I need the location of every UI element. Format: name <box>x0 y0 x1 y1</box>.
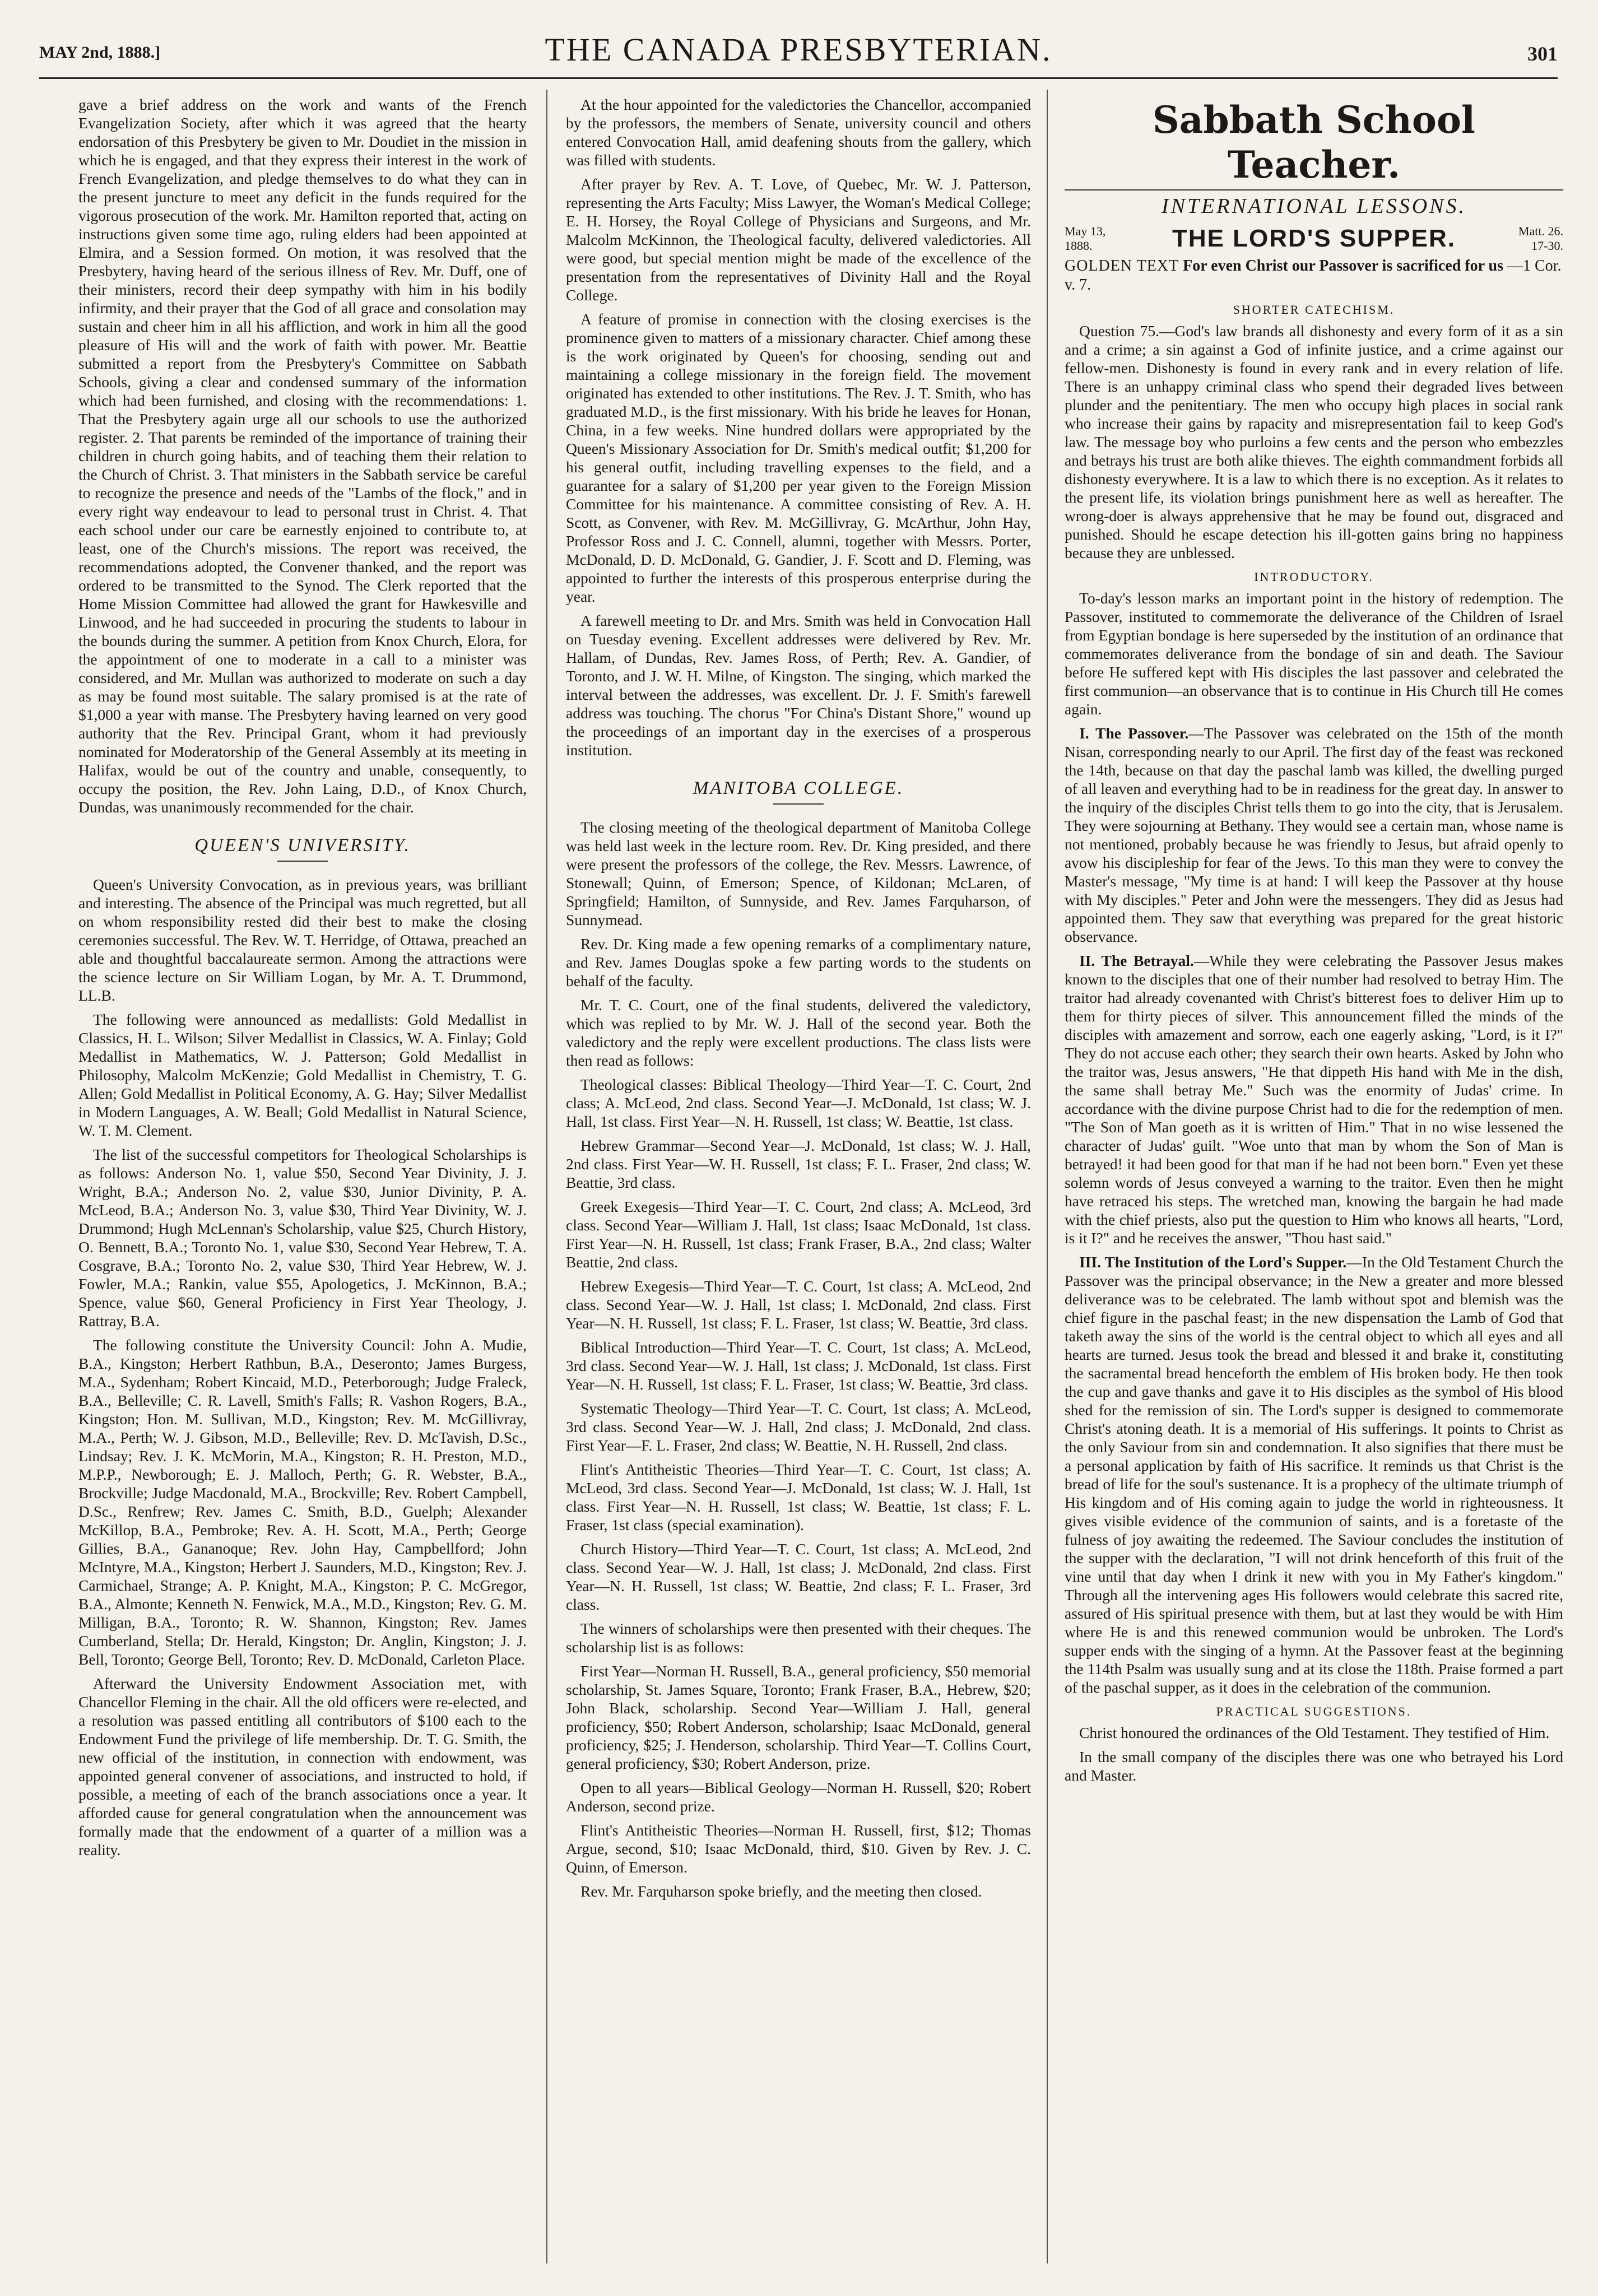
golden-text-label: GOLDEN TEXT <box>1065 257 1179 275</box>
paragraph: Queen's University Convocation, as in previous years, was brilliant and interesting. The absence of the Principal was much regretted, but all on whom responsibility rested did their best to make the closing ceremonies successful. The Rev. W. T. Herridge, of Ottawa, preached an able and thoughtful baccalaureate sermon. Among the attractions were the science lecture on Sir William Logan, by Mr. A. T. Drummond, LL.B. <box>78 876 527 1004</box>
paragraph <box>1065 724 1563 946</box>
lesson-date: May 13, 1888. <box>1065 224 1106 253</box>
paragraph: Church History—Third Year—T. C. Court, 1st class; A. McLeod, 2nd class. Second Year—W. J. Hall, 1st class; J. McDonald, 2nd class. First Year—N. H. Russell, 1st class; W. Beattie, 2nd class; F. L. Fraser, 3rd class. <box>566 1540 1031 1613</box>
column-1 <box>78 95 527 2269</box>
paragraph: Open to all years—Biblical Geology—Norman H. Russell, $20; Robert Anderson, second prize. <box>566 1779 1031 1815</box>
paragraph: Rev. Mr. Farquharson spoke briefly, and the meeting then closed. <box>580 1883 982 1900</box>
paragraph: Question 75.—God's law brands all dishonesty and every form of it as a sin and a crime; a sin against a God of infinite justice, and a crime against our fellow-men. Dishonesty is found in every rank and in every relation of life. There is an unhappy criminal class who spend their degraded lives between plunder and the penitentiary. The men who occupy high places in social rank who increase their gains by rapacity and misrepresentation fail to keep God's law. The message boy who purloins a few cents and the person who embezzles and betrays his trust are both alike thieves. The eighth commandment forbids all dishonesty everywhere. It is a law to which there is no exception. As it relates to the present life, its violation brings punishment here as well as hereafter. The wrong-doer is always apprehensive that he may be found out, disgraced and punished. Should he escape detection his ill-gotten gains bring no happiness because they are unblessed. <box>1065 322 1563 561</box>
paragraph: Hebrew Grammar—Second Year—J. McDonald, 1st class; W. J. Hall, 2nd class. First Year—W. H. Russell, 1st class; F. L. Fraser, 2nd class; W. Beattie, 3rd class. <box>566 1137 1031 1191</box>
paragraph: gave a brief address on the work and wants of the French Evangelization Society, after which it was agreed that the hearty endorsation of this Presbytery be given to Mr. Doudiet in the mission in which he is engaged, and that they express their interest in the work of French Evangelization, and pledge themselves to do what they can in the present juncture to meet any deficit in the funds required for the vigorous prosecution of the work. Mr. Hamilton reported that, acting on instructions given some time ago, ruling elders had been appointed at Elmira, and a Session formed. On motion, it was resolved that the Presbytery, having heard of the serious illness of Rev. Mr. Duff, one of their ministers, record their deep sympathy with him in his bodily infirmity, and their prayer that the God of all grace and consolation may sustain and cheer him in all his affliction, and work in him all the good pleasure of His will and the work of faith with power. Mr. Beattie submitted a report from the Presbytery's Committee on Sabbath Schools, giving a clear and condensed summary of the information which had been furnished, and closing with the recommendations: 1. That the Presbytery again urge all our schools to use the authorized register. 2. That parents be reminded of the importance of training their children in church going habits, and of teaching them their relation to the Church of Christ. 3. That ministers in the Sabbath service be careful to recognize the presence and needs of the "Lambs of the flock," and in every right way endeavour to lead to personal trust in Christ. 4. That each school under our care be earnestly enjoined to contribute to, at least, one of the Church's missions. The report was received, the recommendations adopted, the Convener thanked, and the report was ordered to be transmitted to the Synod. The Clerk reported that the Home Mission Committee had allowed the grant for Hawkesville and Linwood, and he had succeeded in procuring the students to labour in the bounds during the summer. A petition from Knox Church, Elora, for the appointment of one to moderate in a call to a minister was considered, and Mr. Mullan was authorized to moderate on such a day as may be found most suitable. The salary promised is at the rate of $1,000 a year with manse. The Presbytery having learned on very good authority that the Rev. Principal Grant, whom it had previously nominated for Moderatorship of the General Assembly at its meeting in Halifax, would be out of the country and unable, consequently, to occupy the position, the Rev. John Laing, D.D., of Knox Church, Dundas, was unanimously recommended for the chair. <box>78 96 527 816</box>
paragraph: Systematic Theology—Third Year—T. C. Court, 1st class; A. McLeod, 3rd class. Second Year—W. J. Hall, 2nd class; J. McDonald, 2nd class. First Year—F. L. Fraser, 2nd class; W. Beattie, N. H. Russell, 2nd class. <box>566 1400 1031 1454</box>
point-text: —In the Old Testament Church the Passover was the principal observance; in the New a greater and more blessed deliverance was to be celebrated. The lamb without spot and blemish was the chief figure in the paschal feast; in the new dispensation the Lamb of God that taketh away the sins of the world is the central object to which all eyes and all hearts are turned. Jesus took the bread and blessed it and brake it, constituting the sacramental bread henceforth the emblem of His broken body. He then took the cup and gave thanks and gave it to His disciples as the symbol of His blood shed for the remission of sin. The Lord's supper is designed to commemorate Christ's atoning death. It is a memorial of His sufferings. It points to Christ as the only Saviour from sin and condemnation. It also signifies that there must be a personal application by faith of His sacrifice. It reminds us that Christ is the bread of life for the soul's sustenance. It is a prophecy of the ultimate triumph of His kingdom and of His coming again to judge the world in righteousness. It gives visible evidence of the communion of saints, and is a foretaste of the fulness of joy awaiting the redeemed. The Saviour concludes the institution of the supper with the declaration, "I will not drink henceforth of this fruit of the vine until that day when I drink it new with you in My Father's kingdom." Through all the intervening ages His followers would celebrate this sacred rite, assured of His spiritual presence with them, but at last they would be with Him where He is and this renewed communion would be unbroken. The Lord's supper ends with the singing of a hymn. At the Passover feast at the beginning the 114th Psalm was usually sung and at its close the 118th. Praise formed a part of the paschal supper, as it does in the celebration of the communion. <box>1065 1253 1563 1696</box>
paragraph: Flint's Antitheistic Theories—Norman H. Russell, first, $12; Thomas Argue, second, $10; Isaac McDonald, third, $10. Given by Rev. J. C. Quinn, of Emerson. <box>566 1821 1031 1876</box>
paragraph: The closing meeting of the theological department of Manitoba College was held last week in the lecture room. Rev. Dr. King presided, and there were present the professors of the college, the Rev. Messrs. Lawrence, of Stonewall; Quinn, of Emerson; Spence, of Kildonan; McLaren, of Springfield; Hamilton, of Sunnyside, and Rev. James Farquharson, of Sunnymead. <box>566 819 1031 928</box>
paragraph: Hebrew Exegesis—Third Year—T. C. Court, 1st class; A. McLeod, 2nd class. Second Year—W. J. Hall, 1st class; I. McDonald, 2nd class. First Year—N. H. Russell, 1st class; F. L. Fraser, 1st class; W. Beattie, 3rd class. <box>566 1277 1031 1332</box>
masthead-rule <box>1065 189 1563 190</box>
paragraph <box>1065 1253 1563 1697</box>
point-heading: II. The Betrayal. <box>1079 952 1194 969</box>
paragraph: Greek Exegesis—Third Year—T. C. Court, 2nd class; A. McLeod, 3rd class. Second Year—William J. Hall, 1st class; Isaac McDonald, 1st class. First Year—N. H. Russell, 1st class; Frank Fraser, B.A., 2nd class; Walter Beattie, 2nd class. <box>566 1198 1031 1271</box>
point-heading: III. The Institution of the Lord's Supper. <box>1079 1253 1347 1271</box>
point-text: —While they were celebrating the Passover Jesus makes known to the disciples that one of their number had resolved to betray Him. The traitor had already covenanted with Christ's bitterest foes to deliver Him up to them for thirty pieces of silver. This announcement filled the minds of the disciples with amazement and sorrow, each one eagerly asking, "Lord, is it I?" They do not accuse each other; they search their own hearts. Asked by John who the traitor was, Jesus answers, "He that dippeth His hand with Me in the dish, the same shall betray Me." Such was the enormity of Judas' crime. In accordance with the divine purpose Christ had to die for the redemption of men. "The Son of Man goeth as it is written of Him." That in no wise lessened the character of Judas' guilt. "Woe unto that man by whom the Son of Man is betrayed! it had been good for that man if he had not been born." Even yet these solemn words of Jesus conveyed a warning to the traitor. Even then he might have retraced his steps. The wretched man, knowing the bargain he had made with the chief priests, also put the question to Him who knows all hearts, "Lord, is it I?" and he receives the answer, "Thou hast said." <box>1065 952 1563 1247</box>
page-header <box>39 31 1558 76</box>
golden-text-verse: For even Christ our Passover is sacrificed for us <box>1183 257 1503 275</box>
introductory-heading: INTRODUCTORY. <box>1254 570 1374 584</box>
catechism-heading: SHORTER CATECHISM. <box>1233 303 1395 317</box>
point-text: —The Passover was celebrated on the 15th of the month Nisan, corresponding nearly to our April. The first day of the feast was reckoned the 14th, because on that day the paschal lamb was killed, the dwelling purged of all leaven and everything had to be in readiness for the great day. In answer to the inquiry of the disciples Christ tells them to go into the city, that is Jerusalem. They were sojourning at Bethany. They would see a certain man, whose name is not mentioned, probably because he was friendly to Jesus, but afraid openly to avow his discipleship for fear of the Jews. To this man they were to convey the Master's message, "My time is at hand: I will keep the Passover at thy house with My disciples." Peter and John were the messengers. They did as Jesus had appointed them. They saw that everything was prepared for the great historic observance. <box>1065 724 1563 945</box>
paragraph: A feature of promise in connection with the closing exercises is the prominence given to matters of a missionary character. Chief among these is the work originated by Queen's for choosing, sending out and maintaining a college missionary in the foreign field. The movement originated has extended to other institutions. The Rev. J. T. Smith, who has graduated M.D., is the first missionary. With his bride he leaves for Honan, China, in a few weeks. Nine hundred dollars were appropriated by the Queen's Missionary Association for Dr. Smith's medical outfit; $1,200 for his general outfit, including travelling expenses to the field, and a guarantee for a salary of $1,200 per year given to the Foreign Mission Committee for his maintenance. A committee consisting of Rev. A. H. Scott, as Convener, with Rev. M. McGillivray, G. McArthur, John Hay, Professor Ross and J. C. Connell, alumni, together with Messrs. Porter, McDonald, D. D. McDonald, G. Gandier, J. F. Scott and D. Fleming, was appointed to further the interests of this prosperous enterprise during the year. <box>566 310 1031 605</box>
paragraph <box>1065 951 1563 1247</box>
paragraph: Flint's Antitheistic Theories—Third Year—T. C. Court, 1st class; A. McLeod, 3rd class. Second Year—J. McDonald, 1st class; W. J. Hall, 1st class. First Year—N. H. Russell, 1st class; W. Beattie, 1st class; F. L. Fraser, 1st class (special examination). <box>566 1461 1031 1533</box>
column-3 <box>1065 95 1563 2269</box>
paragraph: Afterward the University Endowment Association met, with Chancellor Fleming in the chair. All the old officers were re-elected, and a resolution was passed entitling all contributors of $100 each to the Endowment Fund the privilege of life membership. Dr. T. G. Smith, the new official of the institution, in connection with endowment, was appointed general convener of associations, and instructed to hold, if possible, a meeting of each of the branch associations once a year. It afforded cause for general congratulation when the announcement was formally made that the endowment of a quarter of a million was a reality. <box>78 1675 527 1858</box>
lesson-title-row <box>1065 224 1563 253</box>
header-rule <box>39 77 1558 79</box>
column-divider <box>546 90 547 2264</box>
page-number: 301 <box>1527 43 1558 65</box>
section-rule <box>773 803 824 805</box>
paragraph: A farewell meeting to Dr. and Mrs. Smith was held in Convocation Hall on Tuesday evening. Excellent addresses were delivered by Rev. Mr. Hallam, of Dundas, Rev. James Ross, of Perth; Rev. A. Gandier, of Toronto, and J. W. H. Milne, of Kingston. The singing, which marked the interval between the addresses, was excellent. Dr. J. F. Smith's farewell address was touching. The chorus "For China's Distant Shore," wound up the proceedings of an important day in the exercises of a prosperous institution. <box>566 612 1031 759</box>
section-title-queens: QUEEN'S UNIVERSITY. <box>194 835 411 856</box>
paragraph: At the hour appointed for the valedictories the Chancellor, accompanied by the professors, the members of Senate, university council and others entered Convocation Hall, amid deafening shouts from the gallery, which was filled with students. <box>566 96 1031 169</box>
paragraph: The list of the successful competitors for Theological Scholarships is as follows: Anderson No. 1, value $50, Second Year Divinity, J. J. Wright, B.A.; Anderson No. 2, value $30, Junior Divinity, P. A. McLeod, B.A.; Anderson No. 3, value $30, Third Year Divinity, W. J. Drummond; Hugh McLennan's Scholarship, value $25, Church History, O. Bennett, B.A.; Toronto No. 1, value $30, Second Year Hebrew, T. A. Cosgrave, B.A.; Toronto No. 2, value $30, Third Year Hebrew, W. J. Fowler, M.A.; Rankin, value $55, Apologetics, J. McKinnon, B.A.; Spence, value $60, General Proficiency in First Year Theology, J. Rattray, B.A. <box>78 1146 527 1330</box>
paragraph: Biblical Introduction—Third Year—T. C. Court, 1st class; A. McLeod, 3rd class. Second Year—W. J. Hall, 1st class; J. McDonald, 1st class. First Year—N. H. Russell, 1st class; F. L. Fraser, 1st class; W. Beattie, 3rd class. <box>566 1338 1031 1393</box>
paragraph: Rev. Dr. King made a few opening remarks of a complimentary nature, and Rev. James Douglas spoke a few parting words to the students on behalf of the faculty. <box>566 935 1031 989</box>
column-divider <box>1047 90 1048 2264</box>
point-heading: I. The Passover. <box>1079 724 1189 742</box>
paragraph: The winners of scholarships were then presented with their cheques. The scholarship list is as follows: <box>566 1620 1031 1656</box>
golden-text <box>1065 257 1563 295</box>
section-title-manitoba: MANITOBA COLLEGE. <box>693 778 904 798</box>
newspaper-title: THE CANADA PRESBYTERIAN. <box>545 31 1052 68</box>
paragraph: Theological classes: Biblical Theology—Third Year—T. C. Court, 2nd class; A. McLeod, 2nd class. Second Year—J. McDonald, 1st class; W. J. Hall, 1st class. First Year—N. H. Russell, 1st class; W. Beattie, 1st class. <box>566 1076 1031 1130</box>
paragraph: Christ honoured the ordinances of the Old Testament. They testified of Him. <box>1079 1724 1550 1741</box>
paragraph: In the small company of the disciples there was one who betrayed his Lord and Master. <box>1065 1748 1563 1784</box>
paragraph: The following were announced as medallists: Gold Medallist in Classics, H. L. Wilson; Silver Medallist in Classics, W. A. Finlay; Gold Medallist in Mathematics, W. J. Patterson; Gold Medallist in Philosophy, Malcolm McKenzie; Gold Medallist in Chemistry, T. G. Allen; Gold Medallist in Political Economy, A. G. Hay; Silver Medallist in Modern Languages, A. W. Beall; Gold Medallist in Natural Science, W. T. M. Clement. <box>78 1011 527 1139</box>
practical-heading: PRACTICAL SUGGESTIONS. <box>1216 1704 1412 1718</box>
lesson-title: THE LORD'S SUPPER. <box>1172 225 1456 252</box>
lessons-subheading: INTERNATIONAL LESSONS. <box>1161 194 1467 218</box>
paragraph: The following constitute the University Council: John A. Mudie, B.A., Kingston; Herbert Rathbun, B.A., Deseronto; James Burgess, M.A., Sydenham; Robert Kincaid, M.D., Peterborough; Judge Fraleck, B.A., Belleville; C. R. Lavell, Smith's Falls; R. Vashon Rogers, B.A., Kingston; Hon. M. Sullivan, M.D., Kingston; Rev. M. McGillivray, M.A., Perth; W. J. Gibson, M.D., Belleville; Rev. D. McTavish, D.Sc., Lindsay; Rev. J. K. McMorin, M.A., Kingston; R. H. Preston, M.D., M.P.P., Newborough; E. J. Malloch, Perth; G. R. Webster, B.A., Brockville; Judge Macdonald, M.A., Brockville; Rev. Robert Campbell, D.Sc., Renfrew; Rev. James C. Smith, B.D., Guelph; Alexander McKillop, B.A., Pembroke; Rev. A. H. Scott, M.A., Perth; George Gillies, B.A., Gananoque; Rev. John Hay, Campbellford; John McIntyre, M.A., Kingston; Herbert J. Saunders, M.D., Kingston; Rev. J. Carmichael, Strange; A. P. Knight, M.A., Kingston; P. C. McGregor, B.A., Almonte; Kenneth N. Fenwick, M.A., M.D., Kingston; Rev. G. M. Milligan, B.A., Toronto; R. W. Shannon, Kingston; Rev. James Cumberland, Stella; Dr. Herald, Kingston; Dr. Anglin, Kingston; J. J. Bell, Toronto; George Bell, Toronto; Rev. D. McDonald, Carleton Place. <box>78 1336 527 1668</box>
paragraph: To-day's lesson marks an important point in the history of redemption. The Passover, instituted to commemorate the deliverance of the Children of Israel from Egyptian bondage is here superseded by the institution of an ordinance that commemorates deliverance from the bondage of sin and death. The Saviour before He suffered kept with His disciples the last passover and celebrated the first communion—an observance that is to continue in His Church till He comes again. <box>1065 589 1563 718</box>
issue-date: MAY 2nd, 1888.] <box>39 43 161 62</box>
paragraph: First Year—Norman H. Russell, B.A., general proficiency, $50 memorial scholarship, St. James Square, Toronto; Frank Fraser, B.A., Hebrew, $20; John Black, scholarship. Second Year—William J. Hall, general proficiency, $50; Robert Anderson, scholarship; Isaac McDonald, general proficiency, $25; J. Henderson, scholarship. Third Year—T. Collins Court, general proficiency, $30; Robert Anderson, prize. <box>566 1662 1031 1772</box>
column-2 <box>566 95 1031 2269</box>
golden-text-ref: —1 Cor. v. 7. <box>1065 257 1562 294</box>
department-masthead: Sabbath School Teacher. <box>1153 98 1475 187</box>
paragraph: After prayer by Rev. A. T. Love, of Quebec, Mr. W. J. Patterson, representing the Arts Faculty; Miss Lawyer, the Woman's Medical College; E. H. Horsey, the Royal College of Physicians and Surgeons, and Mr. Malcolm McKinnon, the Theological faculty, delivered valedictories. All were good, but special mention might be made of the excellence of the presentation from the representatives of Divinity Hall and the Royal College. <box>566 175 1031 304</box>
section-rule <box>277 861 328 862</box>
paragraph: Mr. T. C. Court, one of the final students, delivered the valedictory, which was replied to by Mr. W. J. Hall of the second year. Both the valedictory and the reply were excellent productions. The class lists were then read as follows: <box>566 996 1031 1069</box>
lesson-scripture-ref: Matt. 26. 17-30. <box>1518 224 1563 253</box>
